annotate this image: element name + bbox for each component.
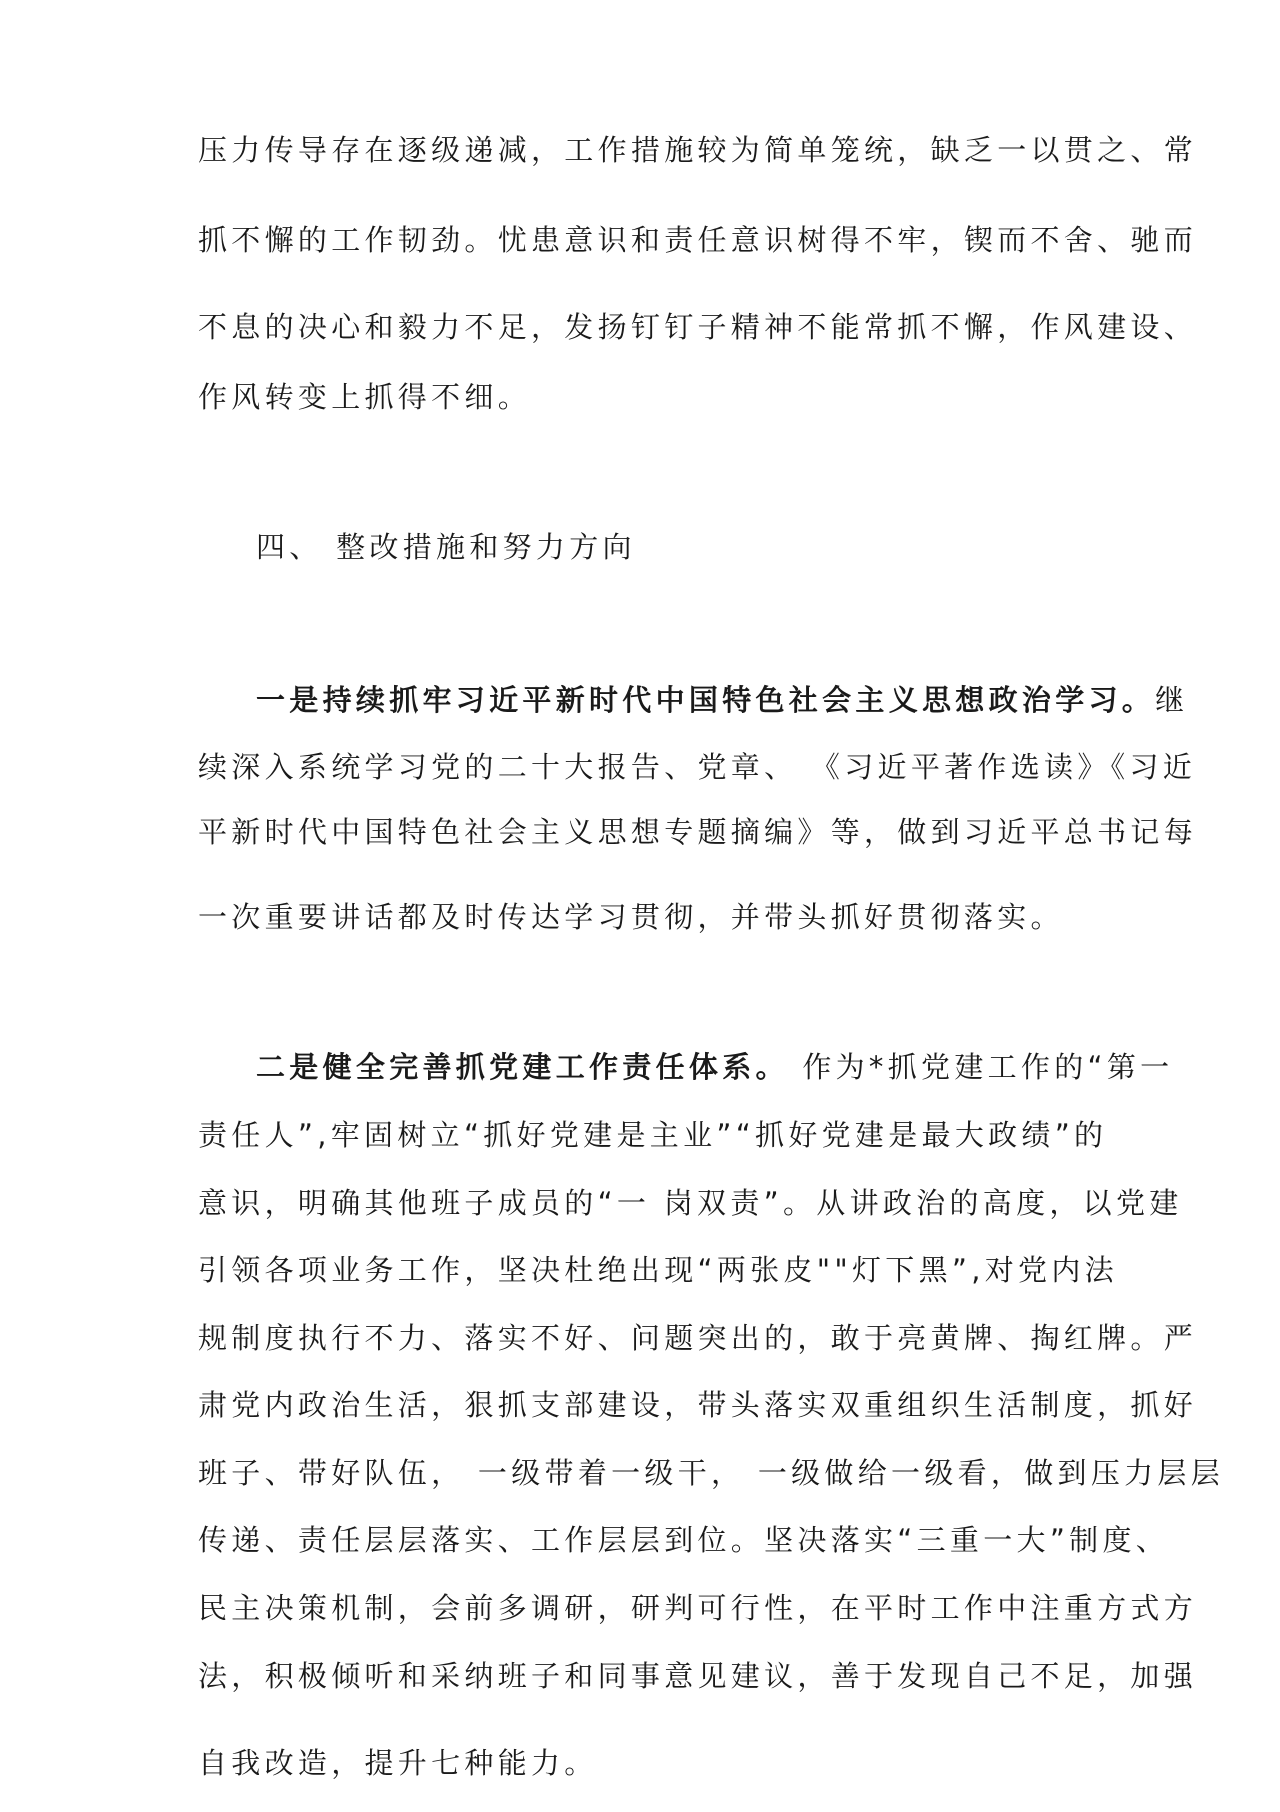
paragraph-1-line-3: 不息的决心和毅力不足，发扬钉钉子精神不能常抓不懈，作风建设、 (198, 310, 1198, 344)
paragraph-3-line-6: 肃党内政治生活，狠抓支部建设，带头落实双重组织生活制度，抓好 (198, 1388, 1198, 1422)
paragraph-2-line-1 (256, 680, 1189, 720)
paragraph-2-bold-lead: 一是持续抓牢习近平新时代中国特色社会主义思想政治学习。 (256, 683, 1156, 717)
paragraph-2-line-3: 平新时代中国特色社会主义思想专题摘编》等，做到习近平总书记每 (198, 815, 1198, 849)
paragraph-3-line-10: 法，积极倾听和采纳班子和同事意见建议，善于发现自己不足，加强 (198, 1659, 1198, 1693)
paragraph-2-line-2: 续深入系统学习党的二十大报告、党章、 《习近平著作选读》《习近 (198, 750, 1197, 784)
paragraph-2-line-4: 一次重要讲话都及时传达学习贯彻，并带头抓好贯彻落实。 (198, 900, 1064, 934)
section-heading: 四、 整改措施和努力方向 (256, 530, 636, 564)
paragraph-3-bold-lead: 二是健全完善抓党建工作责任体系。 (256, 1050, 789, 1084)
paragraph-1-line-1: 压力传导存在逐级递减，工作措施较为简单笼统，缺乏一以贯之、常 (198, 133, 1198, 167)
paragraph-3-line-11: 自我改造，提升七种能力。 (198, 1746, 598, 1780)
paragraph-1-line-2: 抓不懈的工作韧劲。忧患意识和责任意识树得不牢，锲而不舍、驰而 (198, 223, 1198, 257)
paragraph-3-line-5: 规制度执行不力、落实不好、问题突出的，敢于亮黄牌、掏红牌。严 (198, 1321, 1198, 1355)
paragraph-3-line-3: 意识，明确其他班子成员的“一 岗双责”。从讲政治的高度，以党建 (198, 1186, 1183, 1220)
paragraph-3-line-9: 民主决策机制，会前多调研，研判可行性，在平时工作中注重方式方 (198, 1591, 1198, 1625)
paragraph-3-line-4: 引领各项业务工作，坚决杜绝出现“两张皮""灯下黑”,对党内法 (198, 1253, 1118, 1287)
paragraph-3-first-line-rest: 作为*抓党建工作的“第一 (788, 1050, 1174, 1084)
paragraph-2-first-line-rest: 继 (1155, 683, 1189, 717)
paragraph-3-line-7: 班子、带好队伍， 一级带着一级干， 一级做给一级看，做到压力层层 (198, 1456, 1225, 1490)
paragraph-3-line-8: 传递、责任层层落实、工作层层到位。坚决落实“三重一大”制度、 (198, 1523, 1170, 1557)
paragraph-3-line-1 (256, 1047, 1174, 1087)
paragraph-3-line-2: 责任人”,牢固树立“抓好党建是主业”“抓好党建是最大政绩”的 (198, 1118, 1108, 1152)
paragraph-1-line-4: 作风转变上抓得不细。 (198, 380, 532, 414)
